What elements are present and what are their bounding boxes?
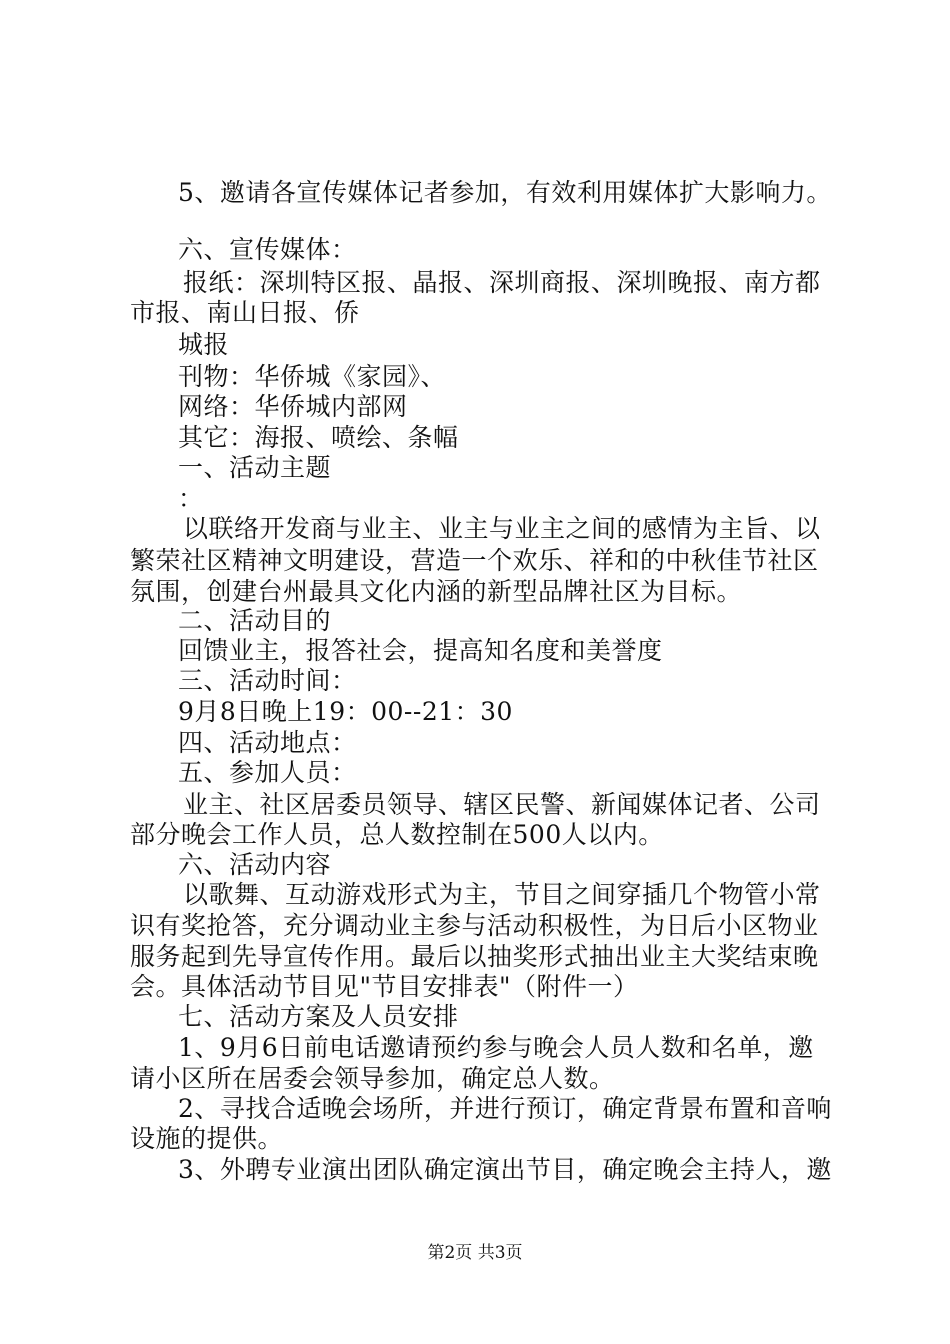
section-heading: 七、活动方案及人员安排 <box>178 1002 459 1031</box>
text-line: 以歌舞、互动游戏形式为主，节目之间穿插几个物管小常 <box>183 880 821 909</box>
text-line: 1、9月6日前电话邀请预约参与晚会人员人数和名单，邀 <box>178 1033 814 1062</box>
section-heading: 六、宣传媒体： <box>178 235 357 264</box>
text-line: 其它：海报、喷绘、条幅 <box>178 423 459 452</box>
text-line: 会。具体活动节目见"节目安排表"（附件一） <box>130 972 639 1001</box>
text-line: 设施的提供。 <box>130 1124 284 1153</box>
section-heading: 三、活动时间： <box>178 666 357 695</box>
section-heading: 一、活动主题 <box>178 453 332 482</box>
text-line: 服务起到先导宣传作用。最后以抽奖形式抽出业主大奖结束晚 <box>130 942 819 971</box>
text-line: 以联络开发商与业主、业主与业主之间的感情为主旨、以 <box>183 514 821 543</box>
text-line: 报纸：深圳特区报、晶报、深圳商报、深圳晚报、南方都 <box>183 268 821 297</box>
text-line: 请小区所在居委会领导参加，确定总人数。 <box>130 1064 615 1093</box>
text-line: 9月8日晚上19：00--21：30 <box>178 697 513 726</box>
text-line: 网络：华侨城内部网 <box>178 392 408 421</box>
text-line: 识有奖抢答，充分调动业主参与活动积极性，为日后小区物业 <box>130 911 819 940</box>
text-line: 5、邀请各宣传媒体记者参加，有效利用媒体扩大影响力。 <box>178 178 832 207</box>
text-line: 部分晚会工作人员，总人数控制在500人以内。 <box>130 820 664 849</box>
text-line: 业主、社区居委员领导、辖区民警、新闻媒体记者、公司 <box>183 790 821 819</box>
text-line: 3、外聘专业演出团队确定演出节目，确定晚会主持人，邀 <box>178 1155 832 1184</box>
text-line: 繁荣社区精神文明建设，营造一个欢乐、祥和的中秋佳节社区 <box>130 546 819 575</box>
section-heading: 五、参加人员： <box>178 758 357 787</box>
text-line: ： <box>178 484 204 513</box>
text-line: 2、寻找合适晚会场所，并进行预订，确定背景布置和音响 <box>178 1094 832 1123</box>
text-line: 刊物：华侨城《家园》、 <box>178 362 447 391</box>
text-line: 城报 <box>178 330 230 359</box>
page-number-footer: 第2页 共3页 <box>427 1243 523 1263</box>
text-line: 市报、南山日报、侨 <box>130 298 360 327</box>
section-heading: 六、活动内容 <box>178 850 332 879</box>
section-heading: 二、活动目的 <box>178 606 332 635</box>
text-line: 回馈业主，报答社会，提高知名度和美誉度 <box>178 636 663 665</box>
text-line: 氛围，创建台州最具文化内涵的新型品牌社区为目标。 <box>130 577 743 606</box>
section-heading: 四、活动地点： <box>178 728 357 757</box>
